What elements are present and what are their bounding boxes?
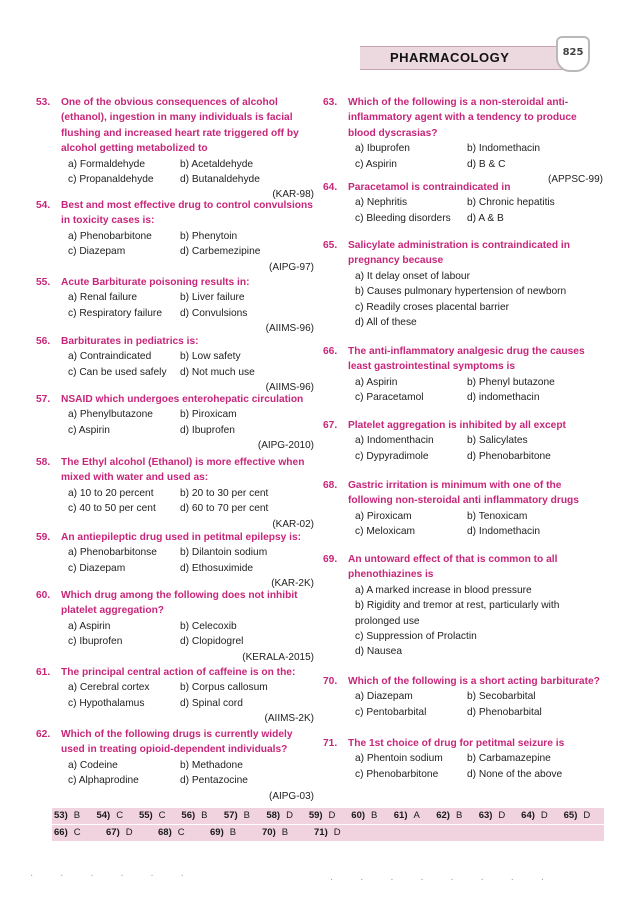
answer-choice: A	[413, 810, 420, 821]
answer-cell	[156, 825, 208, 841]
answer-question-number: 60)	[351, 810, 366, 821]
option-item: b) Piroxicam	[180, 409, 237, 421]
options-list	[355, 195, 603, 226]
option-item: a) Formaldehyde	[68, 158, 146, 170]
exam-source: (AIPG-03)	[268, 790, 314, 802]
option-item: c) Propanaldehyde	[68, 174, 154, 186]
option-item: a) It delay onset of labour	[355, 270, 470, 282]
option-item: d) Ibuprofen	[180, 424, 235, 436]
question-text: Which of the following drugs is currently widely used in treating opioid-dependent individuals?	[61, 729, 293, 756]
options-list	[355, 583, 603, 660]
option-item: b) Celecoxib	[180, 620, 237, 632]
question-61	[36, 665, 314, 727]
option-item: a) Ibuprofen	[355, 143, 410, 155]
option-item: a) A marked increase in blood pressure	[355, 584, 532, 596]
options-list	[68, 229, 314, 260]
options-list	[68, 758, 314, 789]
answer-cell	[562, 808, 604, 824]
page-number-badge	[556, 36, 590, 72]
question-number: 68.	[323, 480, 338, 491]
answer-cell	[349, 808, 391, 824]
option-item: d) Pentazocine	[180, 775, 248, 787]
question-number: 71.	[323, 738, 338, 749]
question-65	[323, 238, 603, 330]
answer-cell	[52, 825, 104, 841]
answer-choice: B	[281, 827, 289, 838]
answer-question-number: 53)	[54, 810, 68, 821]
answer-question-number: 61)	[393, 810, 408, 821]
option-item: a) Aspirin	[355, 376, 398, 388]
answer-question-number: 55)	[138, 810, 153, 821]
options-list	[355, 375, 603, 406]
option-item: d) Convulsions	[180, 307, 248, 319]
answer-question-number: 67)	[106, 827, 120, 838]
question-number: 59.	[36, 532, 51, 543]
exam-source: (KAR-98)	[272, 189, 314, 201]
answer-question-number: 65)	[563, 810, 578, 821]
question-number: 60.	[36, 590, 51, 601]
answer-choice: C	[116, 810, 124, 821]
answer-choice: B	[455, 810, 463, 821]
exam-source: (AIPG-97)	[268, 261, 314, 273]
option-item: d) Butanaldehyde	[180, 174, 260, 186]
answer-choice: C	[158, 810, 166, 821]
option-item: c) Pentobarbital	[355, 706, 427, 718]
page-number: 825	[562, 47, 584, 58]
option-item: a) Phenobarbitone	[68, 230, 152, 242]
answer-choice: D	[286, 810, 293, 821]
option-item: a) Indomenthacin	[355, 435, 434, 447]
option-item: c) Paracetamol	[355, 392, 424, 404]
question-number: 56.	[36, 336, 51, 347]
answer-cell	[137, 808, 179, 824]
answer-cell	[94, 808, 136, 824]
question-text: Gastric irritation is minimum with one of the following non-steroidal anti inflammatory drugs	[348, 480, 579, 507]
option-item: d) None of the above	[467, 768, 563, 780]
question-58	[36, 455, 314, 532]
answer-cell	[307, 808, 349, 824]
exam-source: (AIIMS-96)	[265, 382, 314, 394]
question-57	[36, 392, 314, 454]
question-59	[36, 530, 314, 592]
answer-cell	[222, 808, 264, 824]
answer-question-number: 58)	[266, 810, 281, 821]
option-item: b) Low safety	[180, 351, 241, 363]
answer-cell	[179, 808, 221, 824]
question-text: NSAID which undergoes enterohepatic circulation	[61, 394, 304, 405]
option-item: a) Phenylbutazone	[68, 409, 153, 421]
question-text: Which drug among the following does not inhibit platelet aggregation?	[61, 590, 298, 617]
option-item: c) Suppression of Prolactin	[355, 631, 477, 643]
options-list	[355, 689, 603, 720]
option-item: c) Aspirin	[68, 424, 110, 436]
question-67	[323, 418, 603, 464]
option-item: c) Phenobarbitone	[355, 768, 439, 780]
option-item: b) Liver failure	[180, 292, 245, 304]
option-item: c) Readily croses placental barrier	[355, 301, 510, 313]
question-number: 63.	[323, 97, 338, 108]
options-list	[68, 619, 314, 650]
question-text: The Ethyl alcohol (Ethanol) is more effective when mixed with water and used as:	[61, 457, 305, 484]
option-item: c) Meloxicam	[355, 526, 416, 538]
answer-cell	[264, 808, 306, 824]
question-text: The principal central action of caffeine is on the:	[61, 667, 296, 678]
option-item: b) Carbamazepine	[467, 753, 551, 765]
options-list	[68, 680, 314, 711]
answer-question-number: 62)	[436, 810, 450, 821]
answer-choice: D	[125, 827, 133, 838]
question-number: 61.	[36, 667, 51, 678]
option-item: c) Ibuprofen	[68, 636, 123, 648]
question-number: 54.	[36, 200, 51, 211]
option-item: a) Nephritis	[355, 197, 408, 209]
option-item: b) Rigidity and tremor at rest, particularly with prolonged use	[355, 600, 560, 627]
scan-noise-left: · · · · · ·	[30, 870, 196, 881]
question-number: 67.	[323, 420, 338, 431]
option-item: d) Nausea	[355, 646, 403, 658]
option-item: b) Corpus callosum	[180, 682, 268, 694]
answer-choice: B	[73, 810, 81, 821]
question-number: 69.	[323, 554, 338, 565]
option-item: c) Dypyradimole	[355, 450, 429, 462]
answer-cell	[434, 808, 476, 824]
question-text: Best and most effective drug to control convulsions in toxicity cases is:	[61, 200, 313, 227]
option-item: c) Alphaprodine	[68, 775, 139, 787]
answer-choice: B	[243, 810, 250, 821]
question-66	[323, 344, 603, 406]
option-item: a) Codeine	[68, 759, 118, 771]
question-63	[323, 95, 603, 187]
question-69	[323, 552, 603, 660]
question-70	[323, 674, 603, 720]
question-text: Which of the following is a non-steroidal anti-inflammatory agent with a tendency to produce blood dyscrasias?	[348, 97, 577, 139]
answer-cell	[52, 808, 94, 824]
option-item: a) Contraindicated	[68, 351, 152, 363]
option-item: c) Can be used safely	[68, 366, 167, 378]
answer-question-number: 63)	[478, 810, 493, 821]
answer-cell	[208, 825, 260, 841]
option-item: b) Secobarbital	[467, 691, 536, 703]
answer-choice: D	[540, 810, 548, 821]
question-text: The 1st choice of drug for petitmal seizure is	[348, 738, 565, 749]
question-number: 55.	[36, 277, 51, 288]
question-number: 66.	[323, 346, 338, 357]
option-item: b) Causes pulmonary hypertension of newborn	[355, 286, 567, 298]
exam-source: (KAR-2K)	[271, 578, 314, 590]
options-list	[355, 269, 603, 331]
answer-question-number: 70)	[262, 827, 276, 838]
exam-source: (KAR-02)	[272, 518, 314, 530]
option-item: b) Phenyl butazone	[467, 376, 555, 388]
answer-question-number: 57)	[223, 810, 238, 821]
answer-cell	[104, 825, 156, 841]
question-text: Platelet aggregation is inhibited by all except	[348, 420, 566, 431]
answer-key	[52, 808, 604, 842]
question-number: 57.	[36, 394, 51, 405]
option-item: b) 20 to 30 per cent	[180, 487, 269, 499]
question-56	[36, 334, 314, 396]
options-list	[68, 545, 314, 576]
option-item: b) Methadone	[180, 759, 243, 771]
answer-question-number: 71)	[314, 827, 328, 838]
answer-cell	[477, 808, 519, 824]
option-item: d) Not much use	[180, 366, 255, 378]
exam-source: (KERALA-2015)	[242, 651, 314, 663]
option-item: d) Ethosuximide	[180, 562, 254, 574]
option-item: a) Diazepam	[355, 691, 413, 703]
options-list	[68, 290, 314, 321]
option-item: c) Aspirin	[355, 158, 397, 170]
question-number: 70.	[323, 676, 338, 687]
question-71	[323, 736, 603, 782]
option-item: c) Hypothalamus	[68, 697, 145, 709]
answer-choice: B	[371, 810, 378, 821]
option-item: a) Phenobarbitonse	[68, 547, 157, 559]
option-item: a) Renal failure	[68, 292, 138, 304]
question-text: Paracetamol is contraindicated in	[348, 182, 511, 193]
option-item: d) Indomethacin	[467, 526, 541, 538]
options-list	[68, 157, 314, 188]
question-text: An antiepileptic drug used in petitmal epilepsy is:	[61, 532, 302, 543]
answer-choice: D	[333, 827, 341, 838]
answer-choice: D	[498, 810, 506, 821]
question-text: Which of the following is a short acting barbiturate?	[348, 676, 600, 687]
exam-source: (AIIMS-2K)	[264, 713, 314, 725]
answer-question-number: 56)	[181, 810, 196, 821]
options-list	[355, 751, 603, 782]
option-item: c) Diazepam	[68, 246, 126, 258]
chapter-title: PHARMACOLOGY	[390, 50, 510, 65]
question-62	[36, 727, 314, 804]
question-text: Acute Barbiturate poisoning results in:	[61, 277, 250, 288]
options-list	[68, 407, 314, 438]
answer-cell	[312, 825, 364, 841]
question-number: 58.	[36, 457, 51, 468]
exam-source: (AIIMS-96)	[265, 323, 314, 335]
option-item: b) Salicylates	[467, 435, 528, 447]
question-text: The anti-inflammatory analgesic drug the causes least gastrointestinal symptoms is	[348, 346, 585, 373]
question-60	[36, 588, 314, 665]
question-53	[36, 95, 314, 203]
option-item: b) Indomethacin	[467, 143, 541, 155]
option-item: b) Dilantoin sodium	[180, 547, 268, 559]
option-item: d) A & B	[467, 212, 504, 224]
options-list	[68, 486, 314, 517]
option-item: a) Phentoin sodium	[355, 753, 443, 765]
question-54	[36, 198, 314, 275]
options-list	[355, 141, 603, 172]
question-text: Barbiturates in pediatrics is:	[61, 336, 199, 347]
option-item: a) Cerebral cortex	[68, 682, 150, 694]
option-item: d) Spinal cord	[180, 697, 243, 709]
question-64	[323, 180, 603, 226]
exam-source: (AIPG-2010)	[257, 440, 314, 452]
question-number: 65.	[323, 240, 338, 251]
options-list	[68, 349, 314, 380]
option-item: d) Clopidogrel	[180, 636, 244, 648]
option-item: b) Tenoxicam	[467, 510, 528, 522]
option-item: a) Piroxicam	[355, 510, 412, 522]
answer-cell	[260, 825, 312, 841]
option-item: b) Phenytoin	[180, 230, 238, 242]
question-68	[323, 478, 603, 540]
answer-cell	[392, 808, 434, 824]
answer-question-number: 54)	[96, 810, 111, 821]
answer-row	[52, 825, 604, 842]
answer-choice: D	[328, 810, 336, 821]
option-item: d) All of these	[355, 317, 417, 329]
option-item: a) Aspirin	[68, 620, 111, 632]
option-item: d) 60 to 70 per cent	[180, 503, 269, 515]
option-item: b) Acetaldehyde	[180, 158, 254, 170]
option-item: d) Phenobarbitone	[467, 450, 551, 462]
option-item: a) 10 to 20 percent	[68, 487, 154, 499]
option-item: b) Chronic hepatitis	[467, 197, 555, 209]
question-number: 64.	[323, 182, 338, 193]
answer-question-number: 59)	[308, 810, 323, 821]
option-item: c) 40 to 50 per cent	[68, 503, 156, 515]
exam-source: (APPSC-99)	[547, 174, 603, 186]
option-item: d) Phenobarbital	[467, 706, 542, 718]
question-text: One of the obvious consequences of alcohol (ethanol), ingestion in many individuals is facial flushing and increased heart rate triggered off by alcohol getting metabolized to	[61, 97, 299, 155]
question-55	[36, 275, 314, 337]
question-text: An untoward effect of that is common to all phenothiazines is	[348, 554, 558, 581]
answer-choice: B	[201, 810, 208, 821]
answer-choice: C	[73, 827, 81, 838]
options-list	[355, 433, 603, 464]
answer-choice: C	[177, 827, 185, 838]
answer-cell	[519, 808, 561, 824]
option-item: c) Bleeding disorders	[355, 212, 451, 224]
question-number: 53.	[36, 97, 51, 108]
answer-row	[52, 808, 604, 825]
answer-choice: B	[229, 827, 237, 838]
scan-noise-right: · · · · · · · ·	[330, 874, 557, 885]
question-text: Salicylate administration is contraindicated in pregnancy because	[348, 240, 570, 267]
options-list	[355, 509, 603, 540]
answer-question-number: 69)	[210, 827, 224, 838]
option-item: c) Diazepam	[68, 562, 126, 574]
answer-question-number: 64)	[521, 810, 535, 821]
chapter-header	[360, 46, 582, 70]
answer-question-number: 66)	[54, 827, 68, 838]
option-item: d) indomethacin	[467, 392, 540, 404]
answer-choice: D	[583, 810, 591, 821]
option-item: c) Respiratory failure	[68, 307, 162, 319]
option-item: d) B & C	[467, 158, 506, 170]
question-number: 62.	[36, 729, 51, 740]
option-item: d) Carbemezipine	[180, 246, 261, 258]
answer-question-number: 68)	[158, 827, 172, 838]
